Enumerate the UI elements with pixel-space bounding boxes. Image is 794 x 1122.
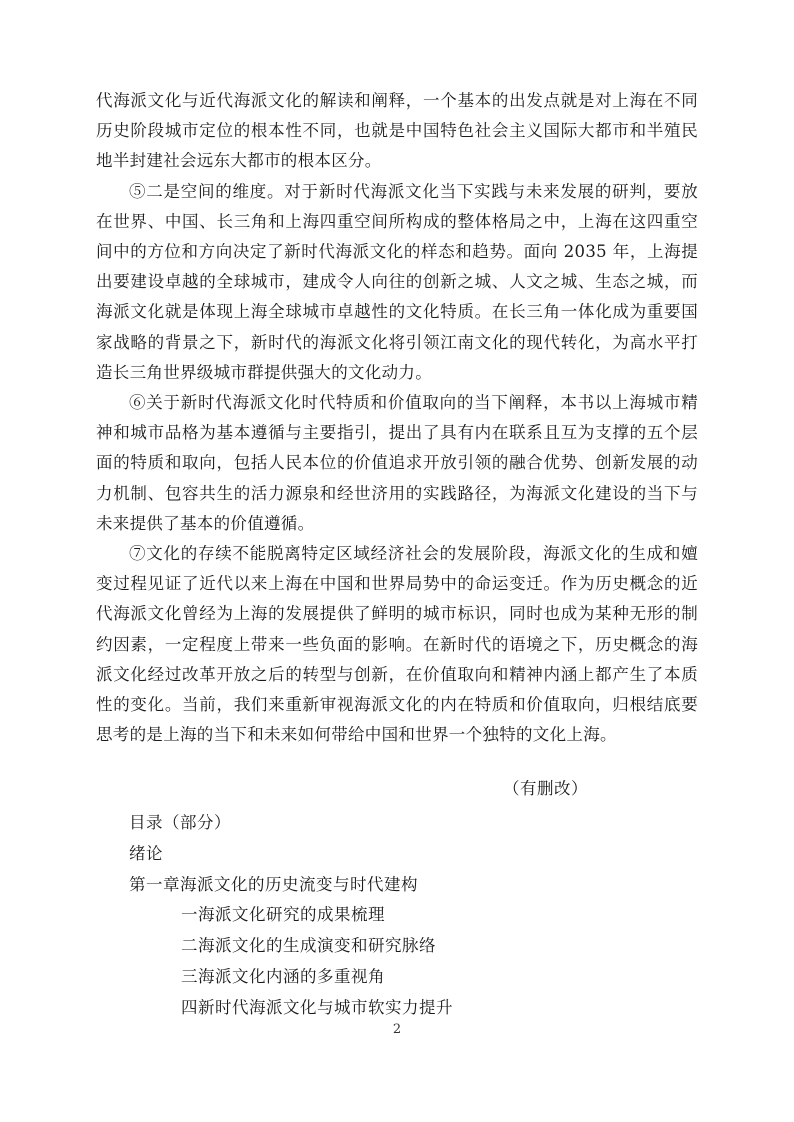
toc-section: 三海派文化内涵的多重视角: [181, 966, 385, 986]
article-body: [96, 86, 698, 750]
paragraph-continuation: 代海派文化与近代海派文化的解读和阐释，一个基本的出发点就是对上海在不同历史阶段城市定位的根本性不同，也就是中国特色社会主义国际大都市和半殖民地半封建社会远东大都市的根本区分。: [96, 91, 698, 171]
toc-chapter: 第一章海派文化的历史流变与时代建构: [129, 874, 418, 894]
paragraph-7: ⑦文化的存续不能脱离特定区域经济社会的发展阶段，海派文化的生成和嬗变过程见证了近代以来上海在中国和世界局势中的命运变迁。作为历史概念的近代海派文化曾经为上海的发展提供了鲜明的城市标识，同时也成为某种无形的制约因素，一定程度上带来一些负面的影响。在新时代的语境之下，历史概念的海派文化经过改革开放之后的转型与创新，在价值取向和精神内涵上都产生了本质性的变化。当前，我们来重新审视海派文化的内在特质和价值取向，归根结底要思考的是上海的当下和未来如何带给中国和世界一个独特的文化上海。: [96, 544, 698, 745]
toc-section: 二海派文化的生成演变和研究脉络: [181, 936, 436, 956]
paragraph-6: ⑥关于新时代海派文化时代特质和价值取向的当下阐释，本书以上海城市精神和城市品格为基本遵循与主要指引，提出了具有内在联系且互为支撑的五个层面的特质和取向，包括人民本位的价值追求开放引领的融合优势、创新发展的动力机制、包容共生的活力源泉和经世济用的实践路径，为海派文化建设的当下与未来提供了基本的价值遵循。: [96, 393, 698, 533]
toc-section: 四新时代海派文化与城市软实力提升: [181, 997, 453, 1017]
toc-heading: 目录（部分）: [129, 813, 231, 832]
paragraph-5: ⑤二是空间的维度。对于新时代海派文化当下实践与未来发展的研判，要放在世界、中国、长三角和上海四重空间所构成的整体格局之中，上海在这四重空间中的方位和方向决定了新时代海派文化的样态和趋势。面向 2035 年，上海提出要建设卓越的全球城市，建成令人向往的创新之城、人文之城、生态之城，而海派文化就是体现上海全球城市卓越性的文化特质。在长三角一体化成为重要国家战略的背景之下，新时代的海派文化将引领江南文化的现代转化，为高水平打造长三角世界级城市群提供强大的文化动力。: [96, 181, 698, 382]
revision-note: （有删改）: [503, 779, 588, 798]
table-of-contents: [129, 808, 689, 1024]
page-number: 2: [392, 1022, 402, 1037]
toc-intro: 绪论: [129, 843, 163, 863]
toc-section: 一海派文化研究的成果梳理: [181, 905, 385, 925]
